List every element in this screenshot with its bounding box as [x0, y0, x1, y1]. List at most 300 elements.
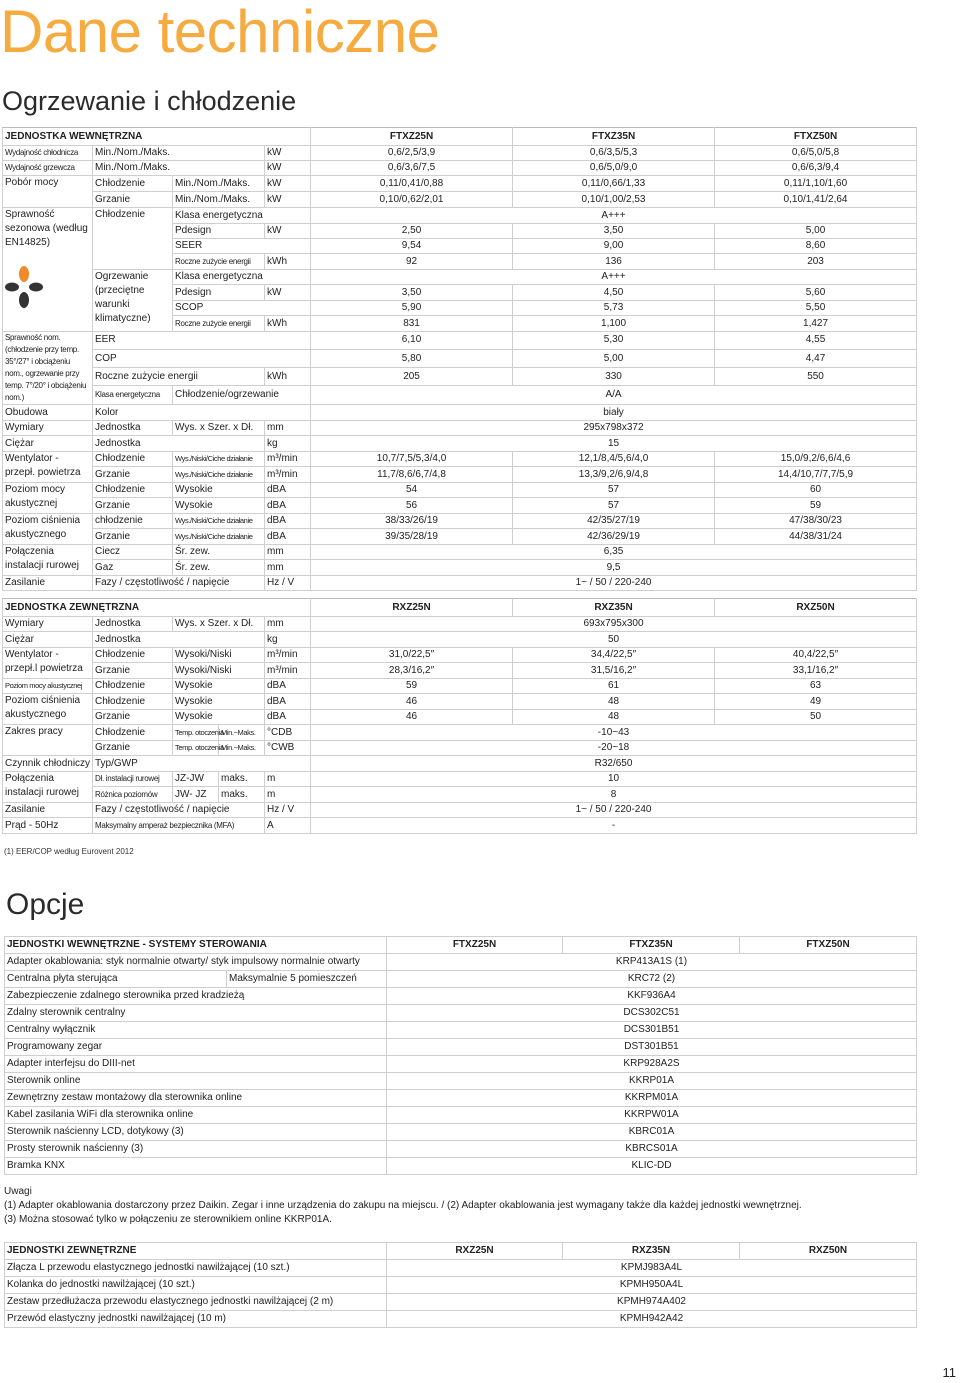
table-row — [5, 1107, 917, 1124]
table-row — [5, 1260, 917, 1277]
header-model: RXZ35N — [563, 1243, 740, 1260]
cell: Wys. x Szer. x Dł. — [173, 421, 265, 436]
cell: Typ/GWP — [93, 756, 311, 772]
option-name: Zewnętrzny zestaw montażowy dla sterownika online — [5, 1090, 387, 1107]
cell: Grzanie — [93, 498, 173, 514]
cell: Chłodzenie — [93, 452, 173, 467]
option-code: KKRPM01A — [387, 1090, 917, 1107]
header-label: JEDNOSTKI ZEWNĘTRZNE — [5, 1243, 387, 1260]
header-label: JEDNOSTKA ZEWNĘTRZNA — [3, 599, 311, 617]
cell: Klasa energetyczna — [93, 386, 173, 405]
value: 5,00 — [715, 224, 917, 239]
row-label: Wydajność chłodnicza — [3, 146, 93, 161]
cell: SEER — [173, 239, 311, 254]
row-label: Zasilanie — [3, 803, 93, 818]
value: 63 — [715, 679, 917, 694]
cell: Min.~Maks. — [219, 725, 265, 741]
cell: Chłodzenie — [93, 176, 173, 192]
value: 295x798x372 — [311, 421, 917, 436]
cell: Chłodzenie — [93, 725, 173, 741]
unit: kg — [265, 436, 311, 452]
header-model: FTXZ35N — [513, 128, 715, 146]
unit: A — [265, 818, 311, 834]
row-label: Czynnik chłodniczy — [3, 756, 93, 772]
table-header-row — [5, 1243, 917, 1260]
table-row — [3, 818, 917, 834]
header-model: FTXZ50N — [715, 128, 917, 146]
table-row — [3, 787, 917, 803]
unit: kW — [265, 161, 311, 176]
cell: Grzanie — [93, 192, 173, 208]
notes-title: Uwagi — [4, 1186, 32, 1197]
value: 49 — [715, 694, 917, 710]
cell: Min.~Maks. — [219, 741, 265, 756]
value: 50 — [311, 632, 917, 648]
value: 3,50 — [311, 285, 513, 301]
value: 1~ / 50 / 220-240 — [311, 576, 917, 591]
value: 92 — [311, 254, 513, 270]
table-row — [3, 332, 917, 350]
table-row — [5, 1277, 917, 1294]
cell: Klasa energetyczna — [173, 270, 311, 285]
table-row — [3, 161, 917, 176]
cell: COP — [93, 349, 311, 368]
value: 46 — [311, 694, 513, 710]
header-model: RXZ25N — [387, 1243, 563, 1260]
table-row — [5, 1090, 917, 1107]
cell: Temp. otoczenia — [173, 741, 219, 756]
value: 0,6/6,3/9,4 — [715, 161, 917, 176]
table-row — [3, 483, 917, 498]
cell: Wysokie — [173, 694, 265, 710]
table-row — [3, 648, 917, 663]
unit: m³/min — [265, 663, 311, 679]
cell: Chłodzenie/ogrzewanie — [173, 386, 311, 405]
unit: m³/min — [265, 648, 311, 663]
cell: Pdesign — [173, 224, 265, 239]
unit: mm — [265, 421, 311, 436]
value: 12,1/8,4/5,6/4,0 — [513, 452, 715, 467]
header-model: RXZ50N — [740, 1243, 917, 1260]
value: 56 — [311, 498, 513, 514]
option-name: Programowany zegar — [5, 1039, 387, 1056]
value: 44/38/31/24 — [715, 529, 917, 545]
unit: mm — [265, 545, 311, 560]
table-row — [3, 710, 917, 725]
value: 61 — [513, 679, 715, 694]
value: 0,6/2,5/3,9 — [311, 146, 513, 161]
value: 4,55 — [715, 332, 917, 350]
value: 0,6/3,6/7,5 — [311, 161, 513, 176]
table-row — [3, 208, 917, 224]
unit: kW — [265, 146, 311, 161]
table-row — [3, 386, 917, 405]
cell: Fazy / częstotliwość / napięcie — [93, 576, 265, 591]
value: 31,0/22,5″ — [311, 648, 513, 663]
unit: dBA — [265, 710, 311, 725]
table-row — [3, 772, 917, 787]
value: 33,1/16,2″ — [715, 663, 917, 679]
value: 550 — [715, 368, 917, 386]
option-code: KRC72 (2) — [387, 971, 917, 988]
cell: Roczne zużycie energii — [93, 368, 265, 386]
unit: kWh — [265, 368, 311, 386]
table-row — [5, 1311, 917, 1328]
row-label: Zasilanie — [3, 576, 93, 591]
cell: Śr. zew. — [173, 545, 265, 560]
header-model: FTXZ35N — [563, 937, 740, 954]
row-label: Wentylator - przepł.l powietrza — [3, 648, 93, 679]
value: 5,00 — [513, 349, 715, 368]
value: 0,6/3,5/5,3 — [513, 146, 715, 161]
cell: SCOP — [173, 301, 311, 316]
option-name: Bramka KNX — [5, 1158, 387, 1175]
option-code: KPMH950A4L — [387, 1277, 917, 1294]
value: 34,4/22,5″ — [513, 648, 715, 663]
table-row — [3, 270, 917, 285]
header-label: JEDNOSTKI WEWNĘTRZNE - SYSTEMY STEROWANIA — [5, 937, 387, 954]
unit: dBA — [265, 514, 311, 529]
cell: Chłodzenie — [93, 483, 173, 498]
option-code: KKRP01A — [387, 1073, 917, 1090]
section-subtitle: Ogrzewanie i chłodzenie — [2, 86, 297, 116]
value: 15 — [311, 436, 917, 452]
option-name: Adapter okablowania: styk normalnie otwarty/ styk impulsowy normalnie otwarty — [5, 954, 387, 971]
unit: dBA — [265, 694, 311, 710]
table-row — [3, 405, 917, 421]
value: 0,6/5,0/5,8 — [715, 146, 917, 161]
row-label: Poziom mocy akustycznej — [3, 483, 93, 514]
cell: Temp. otoczenia — [173, 725, 219, 741]
option-name: Prosty sterownik naścienny (3) — [5, 1141, 387, 1158]
unit: dBA — [265, 679, 311, 694]
value: 50 — [715, 710, 917, 725]
option-note: Maksymalnie 5 pomieszczeń — [227, 971, 387, 988]
row-label: Połączenia instalacji rurowej — [3, 772, 93, 803]
row-label: Wydajność grzewcza — [3, 161, 93, 176]
cell: maks. — [219, 772, 265, 787]
value: 4,50 — [513, 285, 715, 301]
value: 59 — [311, 679, 513, 694]
notes-block — [4, 1185, 954, 1227]
value: 693x795x300 — [311, 617, 917, 632]
table-row — [3, 529, 917, 545]
unit: kW — [265, 176, 311, 192]
value: 0,10/1,00/2,53 — [513, 192, 715, 208]
table-row — [3, 368, 917, 386]
option-name: Centralna płyta sterująca — [5, 971, 227, 988]
table-row — [3, 576, 917, 591]
option-code: KPMH974A402 — [387, 1294, 917, 1311]
value: 5,60 — [715, 285, 917, 301]
value: 5,80 — [311, 349, 513, 368]
value: 10 — [311, 772, 917, 787]
cell: Wys./Niski/Ciche działanie — [173, 514, 265, 529]
unit: Hz / V — [265, 803, 311, 818]
value: 5,90 — [311, 301, 513, 316]
row-label: Pobór mocy — [3, 176, 93, 208]
value: 0,10/0,62/2,01 — [311, 192, 513, 208]
unit: m³/min — [265, 467, 311, 483]
cell: Grzanie — [93, 467, 173, 483]
table-row — [3, 192, 917, 208]
cell: Jednostka — [93, 421, 173, 436]
cell: chłodzenie — [93, 514, 173, 529]
table-row — [5, 971, 917, 988]
option-code: KKF936A4 — [387, 988, 917, 1005]
unit: m³/min — [265, 452, 311, 467]
value: 54 — [311, 483, 513, 498]
value: 59 — [715, 498, 917, 514]
option-name: Kabel zasilania WiFi dla sterownika online — [5, 1107, 387, 1124]
value: 5,50 — [715, 301, 917, 316]
option-code: DCS301B51 — [387, 1022, 917, 1039]
value: 9,54 — [311, 239, 513, 254]
value: 48 — [513, 694, 715, 710]
cell: Wysokie — [173, 679, 265, 694]
table-row — [5, 1124, 917, 1141]
option-name: Sterownik naścienny LCD, dotykowy (3) — [5, 1124, 387, 1141]
table-row — [3, 514, 917, 529]
value: 13,3/9,2/6,9/4,8 — [513, 467, 715, 483]
indoor-spec-table — [2, 127, 917, 591]
cell: JW- JZ — [173, 787, 219, 803]
row-label: Połączenia instalacji rurowej — [3, 545, 93, 576]
cell: maks. — [219, 787, 265, 803]
value: 1,100 — [513, 316, 715, 332]
cell: Grzanie — [93, 663, 173, 679]
cell: Chłodzenie — [93, 694, 173, 710]
unit: mm — [265, 617, 311, 632]
option-name: Sterownik online — [5, 1073, 387, 1090]
table-row — [5, 954, 917, 971]
value: 8 — [311, 787, 917, 803]
value: 9,5 — [311, 560, 917, 576]
footnote: (1) EER/COP według Eurovent 2012 — [4, 847, 134, 856]
table-row — [3, 436, 917, 452]
table-row — [3, 803, 917, 818]
value: A+++ — [311, 270, 917, 285]
value: 2,50 — [311, 224, 513, 239]
unit: Hz / V — [265, 576, 311, 591]
cell: Pdesign — [173, 285, 265, 301]
value: 5,30 — [513, 332, 715, 350]
cell: Wys./Niski/Ciche działanie — [173, 467, 265, 483]
table-row — [3, 498, 917, 514]
unit: kWh — [265, 316, 311, 332]
row-label: Prąd - 50Hz — [3, 818, 93, 834]
value: A+++ — [311, 208, 917, 224]
cell: Min./Nom./Maks. — [93, 146, 265, 161]
cell: Kolor — [93, 405, 311, 421]
value: 28,3/16,2″ — [311, 663, 513, 679]
value: -10~43 — [311, 725, 917, 741]
cell: Ogrzewanie (przeciętne warunki klimatyczne) — [93, 270, 173, 332]
cell: Wysoki/Niski — [173, 663, 265, 679]
value: 15,0/9,2/6,6/4,6 — [715, 452, 917, 467]
value: 0,11/0,66/1,33 — [513, 176, 715, 192]
table-row — [3, 349, 917, 368]
value: 330 — [513, 368, 715, 386]
table-row — [3, 663, 917, 679]
cell: Wysokie — [173, 498, 265, 514]
value: 136 — [513, 254, 715, 270]
cell: Śr. zew. — [173, 560, 265, 576]
unit: dBA — [265, 529, 311, 545]
option-code: DCS302C51 — [387, 1005, 917, 1022]
value: 1~ / 50 / 220-240 — [311, 803, 917, 818]
cell: Roczne zużycie energii — [173, 316, 265, 332]
options-indoor-table — [4, 936, 917, 1175]
value: 47/38/30/23 — [715, 514, 917, 529]
value: 57 — [513, 483, 715, 498]
table-row — [3, 421, 917, 436]
unit: °CDB — [265, 725, 311, 741]
unit: kW — [265, 285, 311, 301]
cell: Maksymalny amperaż bezpiecznika (MFA) — [93, 818, 265, 834]
cell: Roczne zużycie energii — [173, 254, 265, 270]
page-title: Dane techniczne — [0, 0, 440, 65]
cell: Wys./Niski/Ciche działanie — [173, 529, 265, 545]
option-code: KBRCS01A — [387, 1141, 917, 1158]
option-code: KBRC01A — [387, 1124, 917, 1141]
option-code: DST301B51 — [387, 1039, 917, 1056]
cell: Różnica poziomów — [93, 787, 173, 803]
table-header-row — [3, 128, 917, 146]
cell: Min./Nom./Maks. — [173, 192, 265, 208]
cell: Chłodzenie — [93, 679, 173, 694]
table-row — [3, 452, 917, 467]
value: 40,4/22,5″ — [715, 648, 917, 663]
table-row — [5, 1141, 917, 1158]
unit: mm — [265, 560, 311, 576]
table-row — [3, 545, 917, 560]
option-code: KLIC-DD — [387, 1158, 917, 1175]
table-row — [3, 694, 917, 710]
value: 0,11/1,10/1,60 — [715, 176, 917, 192]
table-row — [5, 1294, 917, 1311]
cell: Grzanie — [93, 710, 173, 725]
value: 3,50 — [513, 224, 715, 239]
cell: Wys./Niski/Ciche działanie — [173, 452, 265, 467]
header-model: FTXZ25N — [387, 937, 563, 954]
value: 14,4/10,7/7,7/5,9 — [715, 467, 917, 483]
value: - — [311, 818, 917, 834]
header-model: RXZ50N — [715, 599, 917, 617]
table-row — [3, 632, 917, 648]
value: 10,7/7,5/5,3/4,0 — [311, 452, 513, 467]
table-row — [3, 679, 917, 694]
notes-line: (1) Adapter okablowania dostarczony przez Daikin. Zegar i inne urządzenia do zakupu na miejscu. / (2) Adapter okablowania jest wymagany także dla każdej jednostki wewnętrznej. — [4, 1200, 802, 1211]
value: 205 — [311, 368, 513, 386]
cell: Chłodzenie — [93, 648, 173, 663]
row-label: Zakres pracy — [3, 725, 93, 756]
value: 46 — [311, 710, 513, 725]
option-name: Zdalny sterownik centralny — [5, 1005, 387, 1022]
value: 0,10/1,41/2,64 — [715, 192, 917, 208]
table-row — [5, 1022, 917, 1039]
table-row — [5, 1039, 917, 1056]
option-name: Kolanka do jednostki nawilżającej (10 szt.) — [5, 1277, 387, 1294]
cell: Dł. instalacji rurowej — [93, 772, 173, 787]
row-label: Obudowa — [3, 405, 93, 421]
seasonal-efficiency-logo-icon — [6, 264, 42, 310]
value: 11,7/8,6/6,7/4,8 — [311, 467, 513, 483]
cell: Chłodzenie — [93, 208, 173, 270]
value: 48 — [513, 710, 715, 725]
option-name: Przewód elastyczny jednostki nawilżającej (10 m) — [5, 1311, 387, 1328]
table-row — [3, 146, 917, 161]
value: -20~18 — [311, 741, 917, 756]
unit: m — [265, 787, 311, 803]
cell: Wysokie — [173, 483, 265, 498]
cell: Ciecz — [93, 545, 173, 560]
unit: dBA — [265, 483, 311, 498]
unit: °CWB — [265, 741, 311, 756]
cell: Klasa energetyczna — [173, 208, 311, 224]
cell: Wysoki/Niski — [173, 648, 265, 663]
table-row — [3, 560, 917, 576]
value: 39/35/28/19 — [311, 529, 513, 545]
table-row — [5, 1073, 917, 1090]
value: 203 — [715, 254, 917, 270]
value: 9,00 — [513, 239, 715, 254]
unit: kWh — [265, 254, 311, 270]
cell: Gaz — [93, 560, 173, 576]
table-row — [3, 725, 917, 741]
option-name: Zestaw przedłużacza przewodu elastycznego jednostki nawilżającej (2 m) — [5, 1294, 387, 1311]
table-header-row — [5, 937, 917, 954]
cell: Fazy / częstotliwość / napięcie — [93, 803, 265, 818]
table-row — [5, 1005, 917, 1022]
cell: Min./Nom./Maks. — [93, 161, 265, 176]
table-row — [5, 988, 917, 1005]
row-label: Wymiary — [3, 421, 93, 436]
page-number: 11 — [942, 1365, 956, 1380]
options-title: Opcje — [6, 888, 85, 921]
option-code: KRP928A2S — [387, 1056, 917, 1073]
unit: m — [265, 772, 311, 787]
value: 38/33/26/19 — [311, 514, 513, 529]
value: 1,427 — [715, 316, 917, 332]
option-name: Adapter interfejsu do DIII-net — [5, 1056, 387, 1073]
option-code: KPMH942A42 — [387, 1311, 917, 1328]
value: 0,11/0,41/0,88 — [311, 176, 513, 192]
cell: Grzanie — [93, 529, 173, 545]
row-label: Sprawność sezonowa (według EN14825) — [5, 209, 88, 248]
value: 57 — [513, 498, 715, 514]
header-model: FTXZ50N — [740, 937, 917, 954]
option-code: KPMJ983A4L — [387, 1260, 917, 1277]
value: biały — [311, 405, 917, 421]
value: 60 — [715, 483, 917, 498]
row-label: Wentylator - przepł. powietrza — [3, 452, 93, 483]
option-name: Centralny wyłącznik — [5, 1022, 387, 1039]
row-label: Ciężar — [3, 632, 93, 648]
value: 42/36/29/19 — [513, 529, 715, 545]
value: 42/35/27/19 — [513, 514, 715, 529]
row-label: Poziom ciśnienia akustycznego — [3, 694, 93, 725]
cell: Jednostka — [93, 632, 265, 648]
value: 31,5/16,2″ — [513, 663, 715, 679]
unit: dBA — [265, 498, 311, 514]
cell: EER — [93, 332, 311, 350]
outdoor-spec-table — [2, 598, 917, 834]
row-label: Sprawność nom. (chłodzenie przy temp. 35°/27° i obciążeniu nom., ogrzewanie przy temp. 7°/20° i obciążeniu nom.) — [3, 332, 93, 405]
value: 5,73 — [513, 301, 715, 316]
value: 0,6/5,0/9,0 — [513, 161, 715, 176]
table-header-row — [3, 599, 917, 617]
